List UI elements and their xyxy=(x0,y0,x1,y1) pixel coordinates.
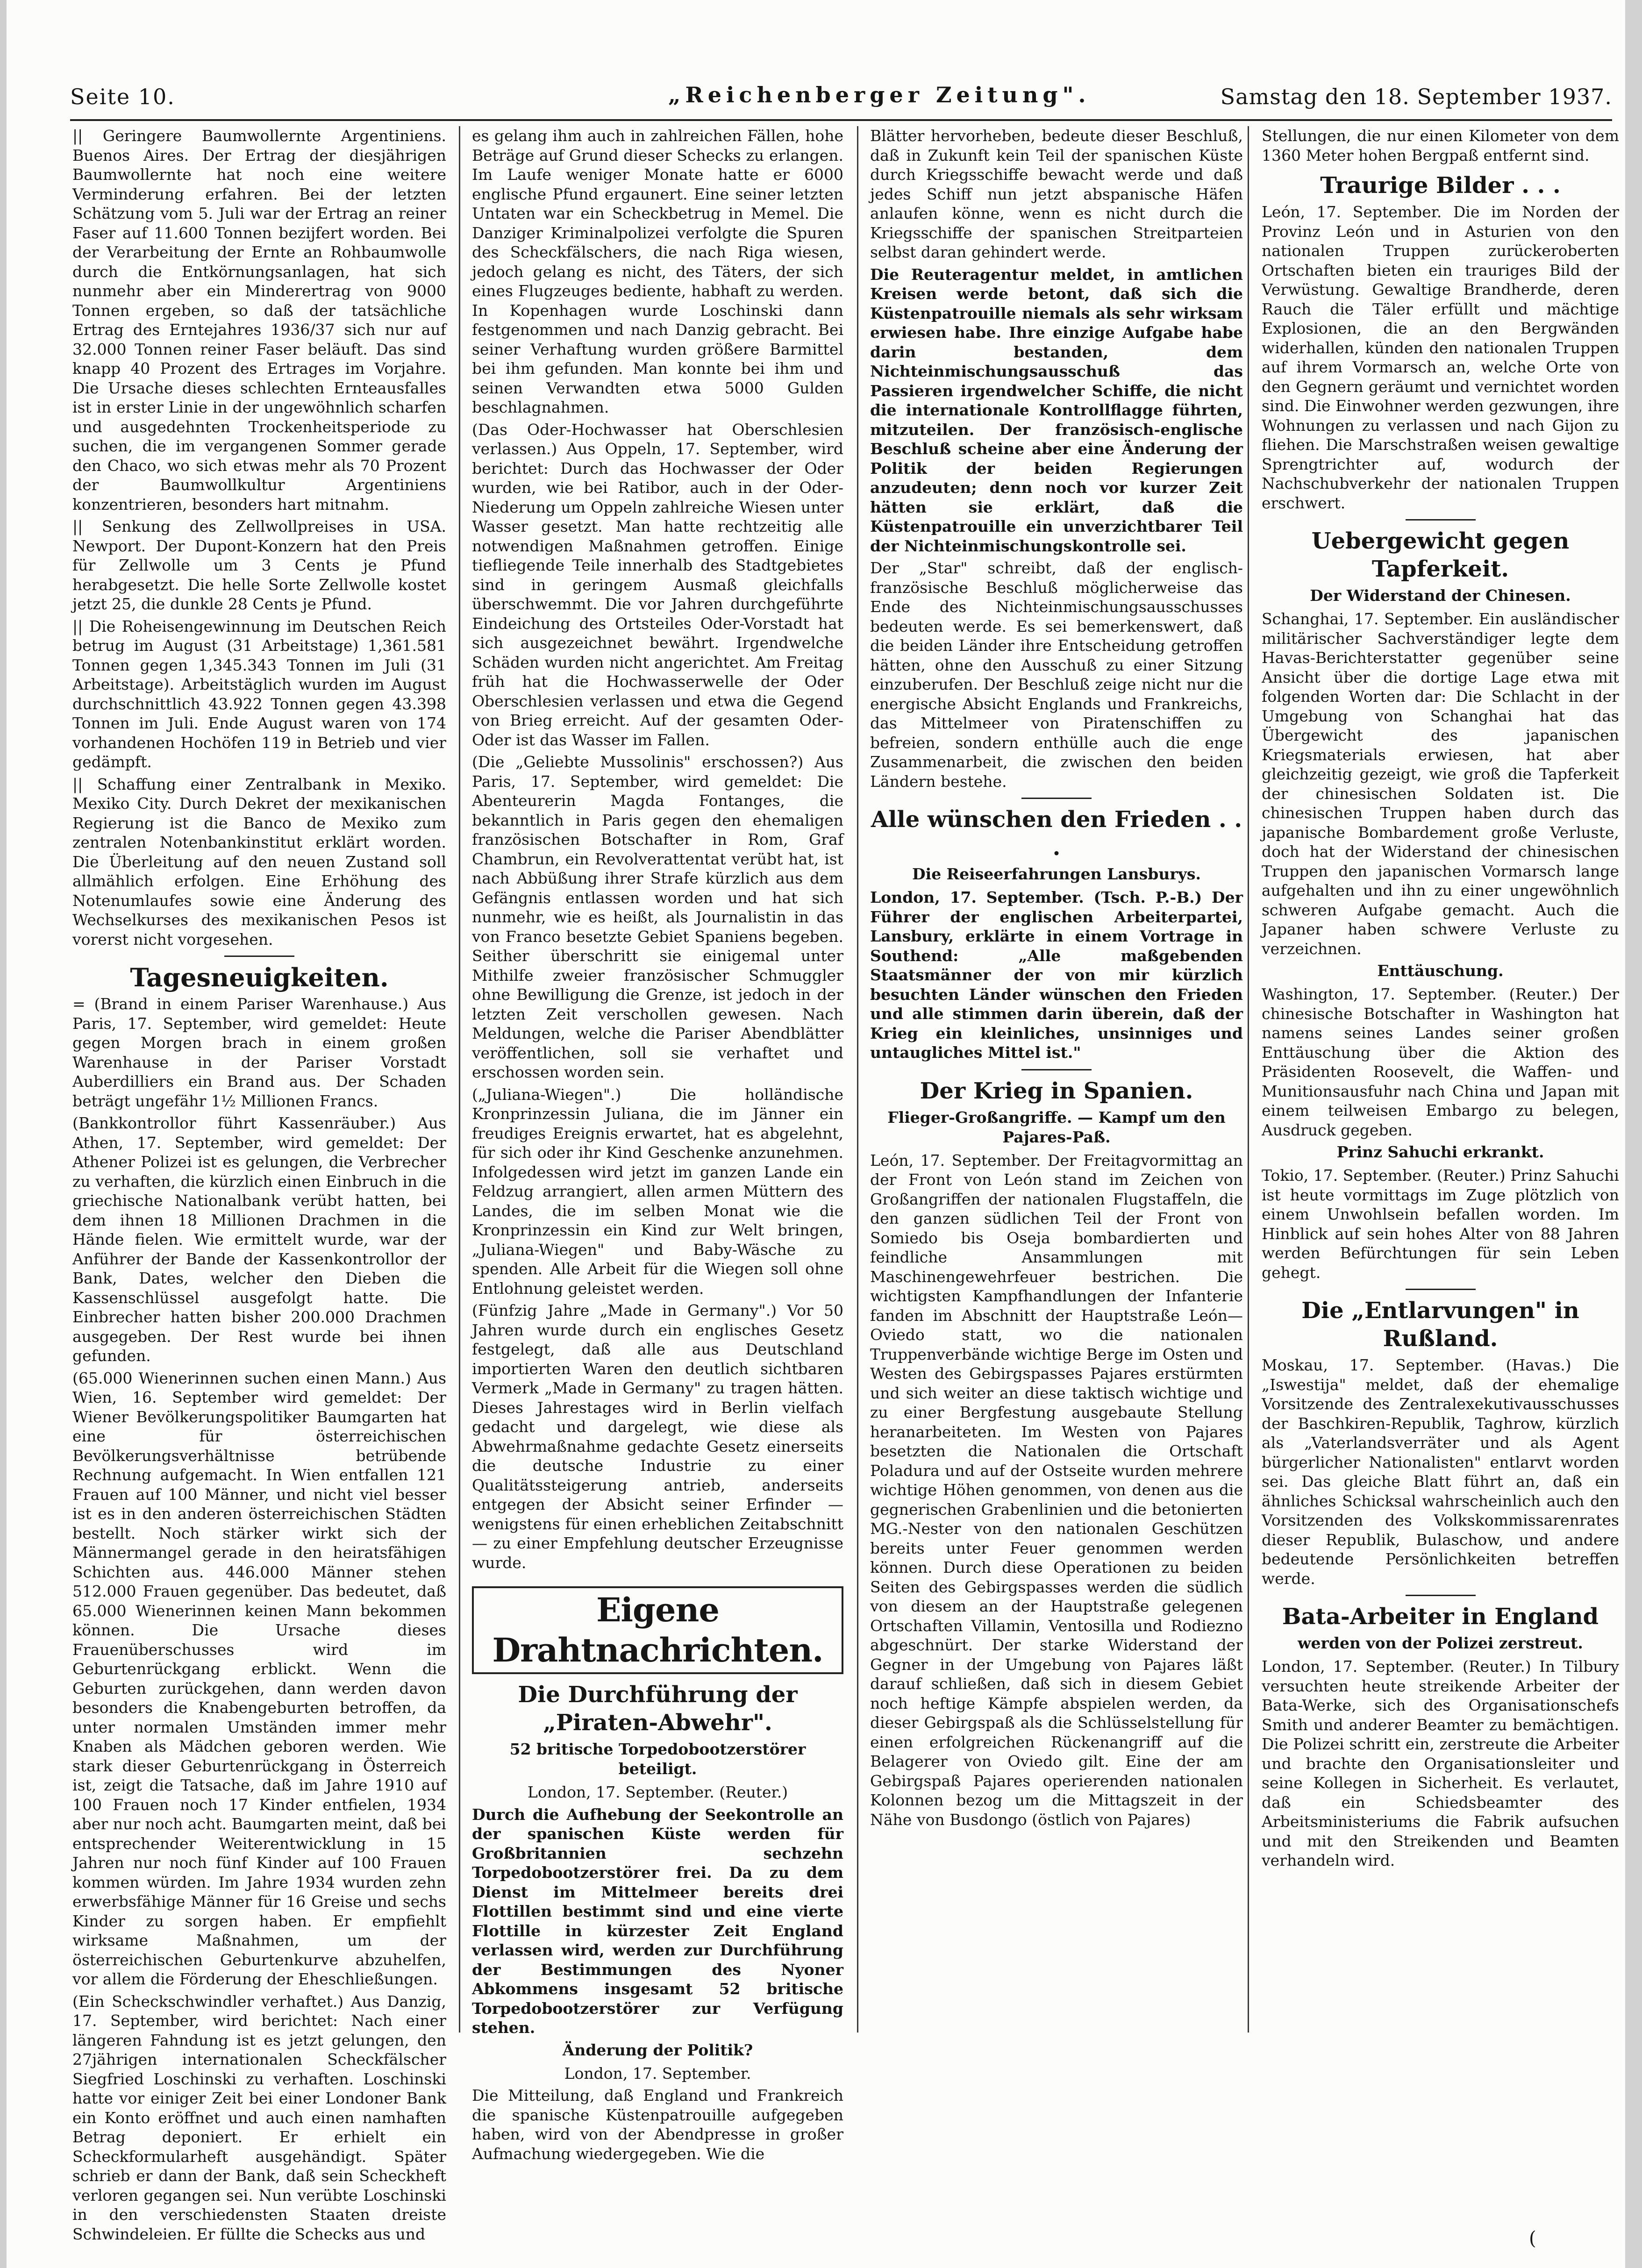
issue-date: Samstag den 18. September 1937. xyxy=(1220,84,1612,109)
article-zellwolle-usa: || Senkung des Zellwollpreises in USA. Newport. Der Dupont-Konzern hat den Preis für Zellwolle um 3 Cents je Pfund herabgesetzt. Die helle Sorte Zellwolle kostet jetzt 25, die dunkle 28 Cents je Pfund. xyxy=(72,517,446,613)
subheadline-torpedobootzerstoerer: 52 britische Torpedobootzerstörer beteiligt. xyxy=(509,1740,806,1778)
headline-enttaeuschung: Enttäuschung. xyxy=(1377,962,1504,980)
article-made-in-germany: (Fünfzig Jahre „Made in Germany".) Vor 50 Jahren wurde durch ein englisches Gesetz festgelegt, daß alle aus Deutschland importierten Waren den deutlich sichtbaren Vermerk „Made in Germany" zu tragen hätten. Dieses Jahrestages wird in Berlin vielfach gedacht und dargelegt, wie diese als Abwehrmaßnahme gedachte Gesetz einerseits die deutsche Industrie zu einer Qualitätssteigerung antrieb, anderseits entgegen der Absicht seiner Erfinder — wenigstens für einen erheblichen Zeitabschnitt — zu einer Empfehlung deutscher Erzeugnisse wurde. xyxy=(472,1301,843,1572)
article-bankkontrollor: (Bankkontrollor führt Kassenräuber.) Aus Athen, 17. September, wird gemeldet: Der Athener Polizei ist es gelungen, die Verbrecher zu verhaften, die kürzlich einen Einbruch in die griechische Nationalbank verübt hatten, bei dem ihnen 18 Millionen Drachmen in die Hände fielen. Wie ermittelt wurde, war der Anführer der Bande der Kassenkontrollor der Bank, Dates, welcher den Dieben die Kassenschlüssel ausgefolgt hatte. Die Einbrecher hatten bisher 200.000 Drachmen ausgegeben. Der Rest wurde bei ihnen gefunden. xyxy=(72,1114,446,1365)
article-seekontrolle: Durch die Aufhebung der Seekontrolle an der spanischen Küste werden für Großbritannien sechzehn Torpedobootzerstörer frei. Da zu dem Dienst im Mittelmeer bereits drei Flottillen bestimmt sind und eine vierte Flottille in kürzester Zeit England verlassen wird, werden zur Durchführung der Bestimmungen des Nyoner Abkommens insgesamt 52 britische Torpedobootzerstörer zur Verfügung stehen. xyxy=(472,1805,843,2037)
column-divider xyxy=(1248,126,1249,2033)
masthead: „Reichenberger Zeitung". xyxy=(668,82,1091,107)
article-lansbury: London, 17. September. (Tsch. P.-B.) Der Führer der englischen Arbeiterpartei, Lansbury, erklärte in einem Vortrage in Southend: „Alle maßgebenden Staatsmänner der von mir kürzlich besuchten Länder wünschen den Frieden und alle stimmen darin überein, daß der Krieg ein kleinliches, unsinniges und untaugliches Mittel ist." xyxy=(870,888,1243,1062)
article-cotton-argentina: || Geringere Baumwollernte Argentiniens. Buenos Aires. Der Ertrag der diesjährigen Baumwollernte hat noch eine weitere Verminderung erfahren. Bei der letzten Schätzung vom 5. Juli war der Ertrag an reiner Faser auf 11.600 Tonnen bezijfert worden. Bei der Verarbeitung der Ernte an Rohbaumwolle durch die Entkörnungsanlagen, hat sich nunmehr aber ein Minderertrag von 9000 Tonnen ergeben, so daß der tatsächliche Ertrag des Erntejahres 1936/37 sich nur auf 32.000 Tonnen reiner Faser beläuft. Das sind knapp 40 Prozent des Ertrages im Vorjahre. Die Ursache dieses schlechten Ernteausfalles ist in erster Linie in der ungewöhnlich scharfen und ausgedehnten Trockenheitsperiode zu suchen, die im vergangenen Sommer gerade den Chaco, wo sich etwas mehr als 70 Prozent der Baumwollkultur Argentiniens konzentrieren, besonders hart mitnahm. xyxy=(72,127,446,514)
header-rule xyxy=(70,119,1612,121)
section-heading-tagesneuigkeiten: Tagesneuigkeiten. xyxy=(130,963,389,992)
article-wienerinnen: (65.000 Wienerinnen suchen einen Mann.) Aus Wien, 16. September wird gemeldet: Der Wiener Bevölkerungspolitiker Baumgarten hat eine für österreichischen Bevölkerungsverhältnisse betrübende Rechnung aufgemacht. In Wien entfallen 121 Frauen auf 100 Männer, und nicht viel besser ist es in den anderen österreichischen Städten bestellt. Noch stärker wirkt sich der Männermangel gerade in den heiratsfähigen Schichten aus. 446.000 Männer stehen 512.000 Frauen gegenüber. Das bedeutet, daß 65.000 Wienerinnen keinen Mann bekommen können. Die Ursache dieses Frauenüberschusses wird im Geburtenrückgang erblickt. Wenn die Geburten zurückgehen, dann werden davon besonders die Knabengeburten betroffen, da unter normalen Umständen immer mehr Knaben als Mädchen geboren werden. Wie stark dieser Geburtenrückgang in Österreich ist, zeigt die Tatsache, daß im Jahre 1910 auf 100 Frauen noch 17 Kinder entfielen, 1934 aber nur noch acht. Baumgarten meint, daß bei entsprechender Weiterentwicklung in 15 Jahren nur noch fünf Kinder auf 100 Frauen kommen würden. Im Jahre 1934 wurden zehn erwerbsfähige Männer für 16 Greise und sechs Kinder zu sorgen haben. Er empfiehlt wirksame Maßnahmen, um der österreichischen Geburtenkurve abzuhelfen, vor allem die Förderung der Eheschließungen. xyxy=(72,1369,446,1988)
headline-entlarvungen: Die „Entlarvungen" in Rußland. xyxy=(1301,1298,1579,1352)
subheadline-aenderung-politik: Änderung der Politik? xyxy=(562,2040,753,2059)
article-leon-front: León, 17. September. Der Freitagvormittag an der Front von León stand im Zeichen von Großangriffen der nationalen Flugstaffeln, die den ganzen südlichen Teil der Front von Somiedo bis Oseja bombardierten und feindliche Ansammlungen mit Maschinengewehrfeuer bestrichen. Die wichtigsten Kampfhandlungen der Infanterie fanden im Abschnitt der Hauptstraße León—Oviedo statt, wo die nationalen Truppenverbände wichtige Berge im Osten und Westen des Gebirgspasses Pajares erstürmten und sich weiter an diese taktisch wichtige und zu einer Bergfestung ausgebaute Stellung heranarbeiteten. Im Westen von Pajares besetzten die Nationalen die Ortschaft Poladura und auf der Ostseite wurden mehrere wichtige Höhen genommen, von denen aus die gegnerischen Grabenlinien und die betonierten MG.-Nester von den nationalen Geschützen bereits unter Feuer genommen werden können. Durch diese Operationen zu beiden Seiten des Gebirgspasses werden die südlich von diesem an der Hauptstraße gelegenen Ortschaften Villamin, Ventosilla und Rodiezno abgeschnürt. Der starke Widerstand der Gegner in der Umgebung von Pajares läßt darauf schließen, daß sich in diesem Gebiet noch heftige Kämpfe abspielen werden, da dieser Gebirgspaß als die Schlüsselstellung für einen erfolgreichen Rückenangriff auf die Belagerer von Oviedo gilt. Eine der am Gebirgspaß Pajares operierenden nationalen Kolonnen bezog um die Mittagszeit in der Nähe von Busdongo (östlich von Pajares) xyxy=(870,1151,1243,1829)
headline-piraten-abwehr: Die Durchführung der „Piraten-Abwehr". xyxy=(518,1682,798,1736)
article-zentralbank-mexiko: || Schaffung einer Zentralbank in Mexiko. Mexiko City. Durch Dekret der mexikanischen Regierung ist die Banco de Mexiko zum zentralen Notenbankinstitut erklärt worden. Die Überleitung auf den neuen Zustand soll allmählich erfolgen. Eine Erhöhung des Notenumlaufes sowie eine Änderung des Wechselkurses des mexikanischen Pesos ist vorerst nicht vorgesehen. xyxy=(72,775,446,949)
article-geliebte-mussolinis: (Die „Geliebte Mussolinis" erschossen?) Aus Paris, 17. September, wird gemeldet: Die Abenteurerin Magda Fontanges, die bekanntlich in Paris gegen den ehemaligen französischen Botschafter in Rom, Graf Chambrun, ein Revolverattentat verübt hat, ist nach Abbüßung ihrer Strafe kürzlich aus dem Gefängnis entlassen worden und hat sich nunmehr, wie es heißt, als Journalistin in das von Franco besetzte Gebiet Spaniens begeben. Seither überschritt sie einigemal unter Mithilfe zweier französischer Schmuggler ohne Bewilligung die Grenze, ist jedoch in der letzten Zeit verschollen gewesen. Nach Meldungen, welche die Pariser Abendblätter veröffentlichen, soll sie verhaftet und erschossen worden sein. xyxy=(472,753,843,1081)
section-banner-drahtnachrichten: Eigene Drahtnachrichten. xyxy=(472,1586,843,1674)
article-star: Der „Star" schreibt, daß der englisch-französische Beschluß möglicherweise das Ende des Nichteinmischungsausschusses bedeuten werde. Es sei bemerkenswert, daß die beiden Länder ihre Entscheidung getroffen hätten, ohne den Ausschuß zu einer Sitzung einzuberufen. Der Beschluß zeige nicht nur die energische Absicht Englands und Frankreichs, das Mittelmeer von Piratenschiffen zu befreien, sondern enthülle auch die enge Zusammenarbeit, die zwischen den beiden Ländern bestehe. xyxy=(870,559,1243,791)
scan-edge-left xyxy=(0,0,7,2268)
section-rule xyxy=(1021,798,1092,799)
dateline: London, 17. September. (Reuter.) xyxy=(527,1783,788,1801)
article-roheisen: || Die Roheisengewinnung im Deutschen Reich betrug im August (31 Arbeitstage) 1,361.581 Tonnen gegen 1,345.343 Tonnen im Juli (31 Arbeitstage). Arbeitstäglich wurden im August durchschnittlich 43.922 Tonnen gegen 43.398 Tonnen im Juli. Ende August waren von 174 vorhandenen Hochöfen 119 in Betrieb und vier gedämpft. xyxy=(72,617,446,771)
column-3 xyxy=(870,126,1243,2033)
column-1 xyxy=(72,126,446,2243)
headline-bata-arbeiter: Bata-Arbeiter in England xyxy=(1282,1604,1599,1630)
article-washington: Washington, 17. September. (Reuter.) Der chinesische Botschafter in Washington hat namens seines Landes seiner großen Enttäuschung über die Aktion des Präsidenten Roosevelt, die Waffen- und Munitionsausfuhr nach China und Japan mit einem teilweisen Embargo zu belegen, Ausdruck gegeben. xyxy=(1262,985,1619,1139)
dateline: London, 17. September. xyxy=(564,2064,751,2083)
article-tilbury: London, 17. September. (Reuter.) In Tilbury versuchten heute streikende Arbeiter der Bata-Werke, sich des Organisationschefs Smith und anderer Beamter zu bemächtigen. Die Polizei schritt ein, zerstreute die Arbeiter und brachte den Organisationsleiter und seine Kollegen in Sicherheit. Es verlautet, daß ein Schiedsbeamter des Arbeitsministeriums die Fabrik aufsuchen und mit den Streikenden und Beamten verhandeln wird. xyxy=(1262,1657,1619,1869)
headline-uebergewicht: Uebergewicht gegen Tapferkeit. xyxy=(1311,528,1570,582)
section-rule xyxy=(1406,1289,1476,1290)
column-2 xyxy=(472,126,843,2163)
article-tokio: Tokio, 17. September. (Reuter.) Prinz Sahuchi ist heute vormittags im Zuge plötzlich von einem Unwohlsein befallen worden. Im Hinblick auf sein hohes Alter von 88 Jahren werden Befürchtungen für sein Leben gehegt. xyxy=(1262,1166,1619,1282)
article-moskau: Moskau, 17. September. (Havas.) Die „Iswestija" meldet, daß der ehemalige Vorsitzende des Zentralexekutivausschusses der Baschkiren-Republik, Taghrow, kürzlich als „Vaterlandsverräter und als Agent bürgerlicher Nationalisten" entlarvt worden sei. Das gleiche Blatt führt an, daß ein ähnliches Schicksal wahrscheinlich auch den Vorsitzenden des Volkskommissarenrates dieser Republik, Bulaschow, und andere bedeutende Persönlichkeiten betreffen werde. xyxy=(1262,1356,1619,1588)
section-rule xyxy=(1406,1595,1476,1596)
section-rule xyxy=(1406,519,1476,521)
section-rule xyxy=(1021,1069,1092,1070)
headline-krieg-spanien: Der Krieg in Spanien. xyxy=(920,1077,1193,1104)
article-kuestenpatrouille-cont: Blätter hervorheben, bedeute dieser Beschluß, daß in Zukunft kein Teil der spanischen Küste durch Kriegsschiffe bewacht werde und daß jedes Schiff nun jetzt abspanische Häfen anlaufen könne, wenn es nicht durch die Kriegsschiffe der spanischen Streitparteien selbst daran gehindert werde. xyxy=(870,127,1243,261)
column-divider xyxy=(459,126,460,2033)
article-leon-front-cont: Stellungen, die nur einen Kilometer von dem 1360 Meter hohen Bergpaß entfernt sind. xyxy=(1262,127,1619,164)
subheadline-polizei: werden von der Polizei zerstreut. xyxy=(1298,1634,1583,1652)
scan-mark: ( xyxy=(1529,2228,1536,2249)
article-brand-paris: = (Brand in einem Pariser Warenhause.) Aus Paris, 17. September, wird gemeldet: Heute gegen Morgen brach in einem großen Warenhause in der Pariser Vorstadt Auberdilliers ein Brand aus. Der Schaden beträgt ungefähr 1½ Millionen Francs. xyxy=(72,995,446,1110)
article-schanghai: Schanghai, 17. September. Ein ausländischer militärischer Sachverständiger legte dem Havas-Berichterstatter gegenüber seine Ansicht über die dortige Lage etwa mit folgenden Worten dar: Die Schlacht in der Umgebung von Schanghai hat das Übergewicht des japanischen Kriegsmaterials erwiesen, hat aber gleichzeitig gezeigt, wie groß die Tapferkeit der chinesischen Soldaten ist. Die chinesischen Truppen haben durch das japanische Bombardement große Verluste, doch hat der Widerstand der chinesischen Truppen den japanischen Vormarsch lange aufgehalten und ihn zu einer ungewöhnlich schweren Aufgabe gemacht. Auch die Japaner haben schwere Verluste zu verzeichnen. xyxy=(1262,610,1619,958)
headline-prinz-sahuchi: Prinz Sahuchi erkrankt. xyxy=(1336,1143,1544,1161)
subheadline-widerstand-chinesen: Der Widerstand der Chinesen. xyxy=(1310,586,1571,605)
page-header xyxy=(70,79,1612,117)
column-4 xyxy=(1262,126,1619,2033)
article-reuteragentur: Die Reuteragentur meldet, in amtlichen Kreisen werde betont, daß sich die Küstenpatrouille niemals als sehr wirksam erwiesen habe. Ihre einzige Aufgabe habe darin bestanden, dem Nichteinmischungsausschuß das Passieren irgendwelcher Schiffe, die nicht die internationale Kontrollflagge führten, mitzuteilen. Der französisch-englische Beschluß scheine aber eine Änderung der Politik der beiden Regierungen anzudeuten; denn noch vor kurzer Zeit hätten sie erklärt, daß die Küstenpatrouille ein unverzichtbarer Teil der Nichteinmischungskontrolle sei. xyxy=(870,265,1243,555)
headline-frieden: Alle wünschen den Frieden . . . xyxy=(871,806,1242,861)
scan-edge-right xyxy=(1625,0,1642,2268)
article-juliana-wiegen: („Juliana-Wiegen".) Die holländische Kronprinzessin Juliana, die im Jänner ein freudiges Ereignis erwartet, hat es abgelehnt, für sich oder ihr Kind Geschenke anzunehmen. Infolgedessen wird jetzt im ganzen Lande ein Feldzug arrangiert, allen armen Müttern des Landes, die im selben Monat wie die Kronprinzessin ein Kind zur Welt bringen, „Juliana-Wiegen" und Baby-Wäsche zu spenden. Alle Arbeit für die Wiegen soll ohne Entlohnung geleistet werden. xyxy=(472,1085,843,1298)
page-number: Seite 10. xyxy=(70,84,175,109)
subheadline-lansbury: Die Reiseerfahrungen Lansburys. xyxy=(912,865,1201,883)
subheadline-flieger-grossangriffe: Flieger-Großangriffe. — Kampf um den Pajares-Paß. xyxy=(887,1108,1226,1146)
headline-traurige-bilder: Traurige Bilder . . . xyxy=(1320,172,1561,199)
column-divider xyxy=(857,126,858,2033)
article-scheckschwindler: (Ein Scheckschwindler verhaftet.) Aus Danzig, 17. September, wird berichtet: Nach einer längeren Fahndung ist es jetzt gelungen, den 27jährigen internationalen Scheckfälscher Siegfried Loschinski zu verhaften. Loschinski hatte vor einiger Zeit bei einer Londoner Bank ein Konto eröffnet und auch einen namhaften Betrag deponiert. Er erhielt ein Scheckformularheft ausgehändigt. Später schrieb er dann der Bank, daß sein Scheckheft verloren gegangen sei. Nun verübte Loschinski in den verschiedensten Staaten dreiste Schwindeleien. Er füllte die Schecks aus und xyxy=(72,1992,446,2243)
section-rule xyxy=(224,956,294,957)
article-kuestenpatrouille: Die Mitteilung, daß England und Frankreich die spanische Küstenpatrouille aufgegeben haben, wird von der Abendpresse in großer Aufmachung wiedergegeben. Wie die xyxy=(472,2086,843,2163)
article-traurige-bilder: León, 17. September. Die im Norden der Provinz León und in Asturien von den nationalen Truppen zurückeroberten Ortschaften bieten ein trauriges Bild der Verwüstung. Gewaltige Brandherde, deren Rauch die Täler erfüllt und mächtige Explosionen, die an den Bergwänden widerhallen, künden den nationalen Truppen auf ihrem Vormarsch an, welche Orte von den Gegnern geräumt und vernichtet worden sind. Die Einwohner werden gezwungen, ihre Wohnungen zu verlassen und nach Gijon zu fliehen. Die Marschstraßen weisen gewaltige Sprengtrichter auf, wodurch der Nachschubverkehr der nationalen Truppen erschwert. xyxy=(1262,203,1619,512)
article-scheckschwindler-cont: es gelang ihm auch in zahlreichen Fällen, hohe Beträge auf Grund dieser Schecks zu erlangen. Im Laufe weniger Monate hatte er 6000 englische Pfund ergaunert. Eine seiner letzten Untaten war ein Scheckbetrug in Memel. Die Danziger Kriminalpolizei verfolgte die Spuren des Scheckfälschers, die nach Riga wiesen, jedoch gelang es nicht, des Täters, der sich eines Flugzeuges bediente, habhaft zu werden. In Kopenhagen wurde Loschinski dann festgenommen und nach Danzig gebracht. Bei seiner Verhaftung wurden größere Barmittel bei ihm gefunden. Man konnte bei ihm und seinen Verwandten etwa 5000 Gulden beschlagnahmen. xyxy=(472,127,843,416)
article-oder-hochwasser: (Das Oder-Hochwasser hat Oberschlesien verlassen.) Aus Oppeln, 17. September, wird berichtet: Durch das Hochwasser der Oder wurden, wie bei Ratibor, auch in der Oder-Niederung um Oppeln zahlreiche Wiesen unter Wasser gesetzt. Man hatte rechtzeitig alle notwendigen Maßnahmen getroffen. Einige tiefliegende Teile innerhalb des Stadtgebietes sind in geringem Ausmaß gleichfalls überschwemmt. Die vor Jahren durchgeführte Eindeichung des Ortsteiles Oder-Vorstadt hat sich ausgezeichnet bewährt. Irgendwelche Schäden wurden nicht angerichtet. Am Freitag früh hat die Hochwasserwelle der Oder Oberschlesien verlassen und etwa die Gegend von Brieg erreicht. Auf der gesamten Oder-Oder ist das Wasser im Fallen. xyxy=(472,420,843,749)
